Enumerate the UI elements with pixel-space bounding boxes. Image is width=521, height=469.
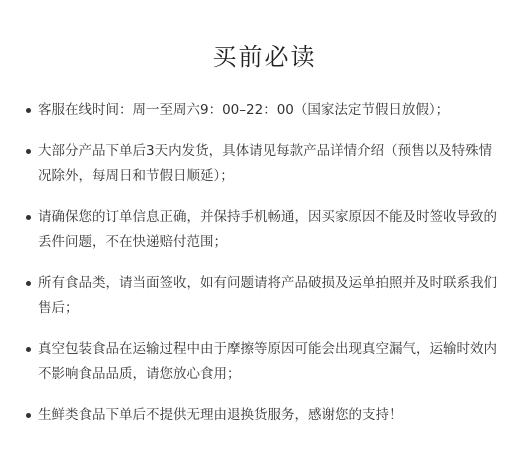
rule-text: 请确保您的订单信息正确，并保持手机畅通，因买家原因不能及时签收导致的丢件问题，不在快递赔付范围； (38, 209, 497, 250)
rule-item (26, 205, 503, 255)
bullet-dot-icon (26, 108, 31, 113)
rule-item (26, 403, 503, 428)
rule-text: 所有食品类，请当面签收，如有问题请将产品破损及运单拍照并及时联系我们售后； (38, 275, 497, 316)
rule-text: 大部分产品下单后3天内发货，具体请见每款产品详情介绍（预售以及特殊情况除外，每周日和节假日顺延）； (38, 143, 493, 184)
bullet-dot-icon (26, 347, 31, 352)
rule-text: 客服在线时间：周一至周六9：00–22：00（国家法定节假日放假）； (38, 102, 450, 118)
rules-list (26, 98, 503, 428)
notice-title: 买前必读 (212, 43, 317, 71)
rule-text: 真空包装食品在运输过程中由于摩擦等原因可能会出现真空漏气，运输时效内不影响食品品质，请您放心食用； (38, 341, 497, 382)
rule-item (26, 139, 503, 189)
rule-item (26, 337, 503, 387)
rule-item (26, 271, 503, 321)
bullet-dot-icon (26, 215, 31, 220)
rule-text: 生鲜类食品下单后不提供无理由退换货服务，感谢您的支持！ (38, 407, 403, 423)
bullet-dot-icon (26, 149, 31, 154)
rule-item (26, 98, 503, 123)
bullet-dot-icon (26, 281, 31, 286)
bullet-dot-icon (26, 413, 31, 418)
